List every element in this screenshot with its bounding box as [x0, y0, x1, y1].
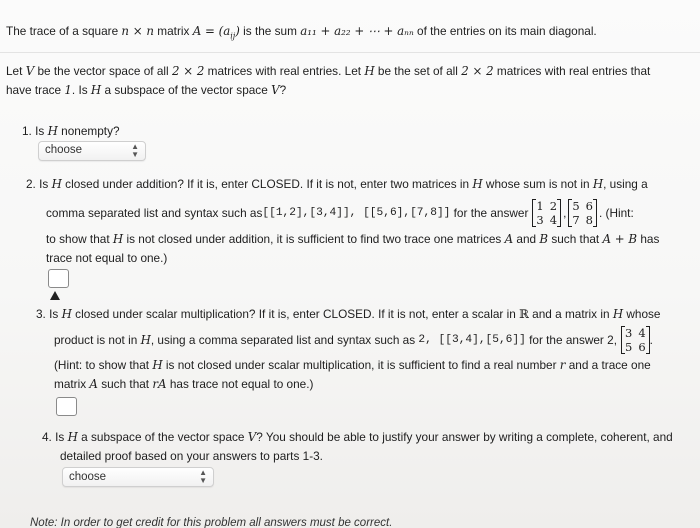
- q2-answer-input[interactable]: [48, 269, 69, 288]
- question-number: 2.: [26, 177, 36, 191]
- question-3: 3. Is H closed under scalar multiplication? If it is, enter CLOSED. If it is not, enter a scalar in ℝ and a matrix in H whose product is not in H , using a comma separated list and syntax such as 2, [[3,4],[5,6]] for the answer 2, 3 4 5 6 . (Hint: to show that H is not closed under scalar multiplication, it is sufficient to find a real number r and a trace one matrix A such that rA has trace not equal to one.): [36, 305, 686, 394]
- question-1: 1. Is H nonempty? choose ▲ ▼: [22, 122, 120, 140]
- syntax-example: 2, [[3,4],[5,6]]: [418, 333, 526, 346]
- example-matrix-1: 1 2 3 4: [532, 199, 561, 227]
- question-number: 1.: [22, 124, 32, 138]
- problem-context: Let V be the vector space of all 2 × 2 matrices with real entries. Let H be the set of all 2 × 2 matrices with real entries that have trace 1. Is H a subspace of the vector space V?: [6, 64, 651, 97]
- example-matrix: 3 4 5 6: [621, 326, 650, 354]
- divider: [0, 52, 700, 53]
- trace-definition: The trace of a square n × n matrix $A = (a_{ij})$ is the sum a₁₁ + a₂₂ + ⋯ + aₙₙ of the entries on its main diagonal.: [6, 24, 597, 41]
- question-number: 4.: [42, 430, 52, 444]
- mouse-cursor-icon: [50, 291, 60, 300]
- question-number: 3.: [36, 307, 46, 321]
- q4-answer-select[interactable]: choose ▲ ▼: [62, 467, 214, 487]
- q3-answer-input[interactable]: [56, 397, 77, 416]
- q1-answer-select[interactable]: choose ▲ ▼: [38, 141, 146, 161]
- syntax-example: [[1,2],[3,4]], [[5,6],[7,8]]: [262, 206, 451, 219]
- question-4: 4. Is H a subspace of the vector space V? You should be able to justify your answer by writing a complete, coherent, and detailed proof based on your answers to parts 1-3. choose ▲ ▼: [42, 430, 673, 485]
- chevron-updown-icon: ▲ ▼: [199, 468, 207, 485]
- chevron-updown-icon: ▲ ▼: [131, 142, 139, 159]
- example-matrix-2: 5 6 7 8: [568, 199, 597, 227]
- question-2: 2. Is H closed under addition? If it is, enter CLOSED. If it is not, enter two matrices in H whose sum is not in H, using a comma separated list and syntax such as [[1,2],[3,4]], [[5,6],[7,8]] for the answer 1 2 3 4 , 5 6 7 8 . (Hint: to show that H is not closed under addition, it is sufficient to find two trace one matrices A and B such that A + B has trace not equal to one.): [26, 175, 694, 268]
- credit-note: Note: In order to get credit for this problem all answers must be correct.: [30, 517, 393, 528]
